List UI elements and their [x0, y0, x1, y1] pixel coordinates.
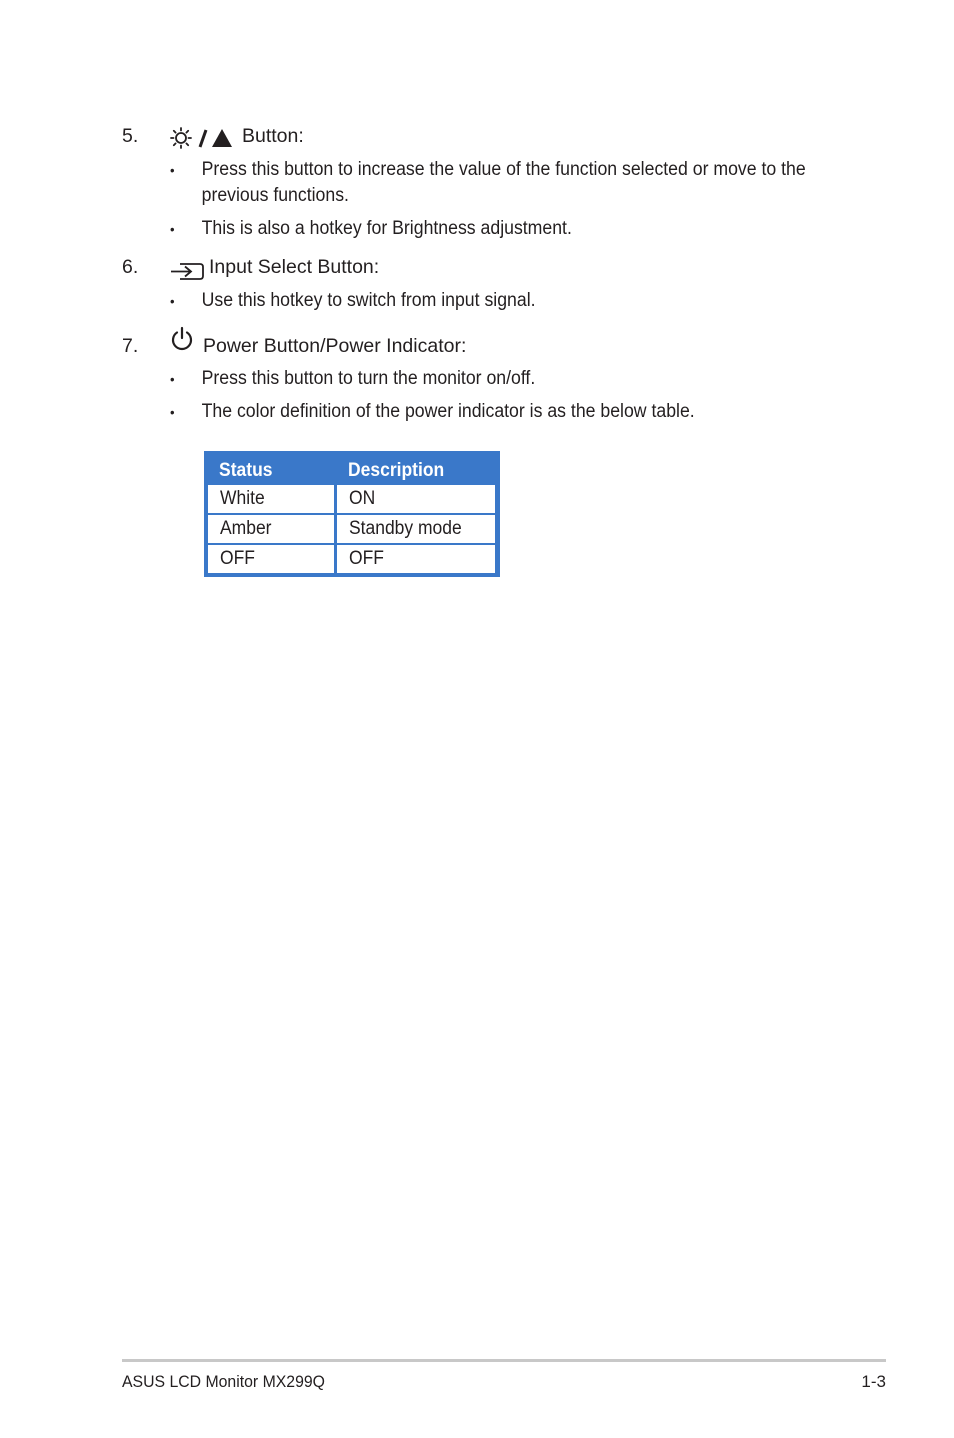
- table-row-off-status: [208, 545, 334, 573]
- table-cell: OFF: [349, 548, 384, 569]
- bullet-dot: •: [170, 221, 175, 237]
- bullet-dot: •: [170, 371, 175, 387]
- power-indicator-table: [204, 451, 500, 577]
- bullet-text: This is also a hotkey for Brightness adjustment.: [201, 218, 572, 239]
- section-6-title: Input Select Button:: [209, 256, 380, 278]
- bullet-dot: •: [170, 293, 175, 309]
- table-cell: Standby mode: [349, 518, 462, 539]
- bullet-text: The color definition of the power indicator is as the below table.: [201, 401, 695, 422]
- table-cell: Amber: [220, 518, 272, 539]
- power-icon: [170, 326, 194, 352]
- footer-page-number: 1-3: [861, 1372, 886, 1391]
- bullet-dot: •: [170, 162, 175, 178]
- section-7-number: 7.: [122, 335, 139, 357]
- bullet-text: Press this button to turn the monitor on/off.: [201, 368, 536, 389]
- footer-product-name: ASUS LCD Monitor MX299Q: [122, 1372, 325, 1391]
- footer-divider: [122, 1359, 886, 1362]
- section-6-number: 6.: [122, 256, 139, 278]
- table-row-amber-status: [208, 515, 334, 543]
- section-5-icons: [170, 127, 233, 149]
- section-7-title: Power Button/Power Indicator:: [203, 335, 467, 357]
- table-row-off-description: [337, 545, 495, 573]
- list-item: [170, 399, 802, 425]
- section-5-title: Button:: [242, 125, 304, 147]
- bullet-text: Use this hotkey to switch from input signal.: [201, 290, 536, 311]
- input-select-icon: [169, 260, 205, 282]
- bullet-text: Press this button to increase the value of the function selected or move to the previous functions.: [201, 159, 806, 206]
- section-7-icons: [170, 326, 194, 352]
- slash-separator-icon: [196, 127, 210, 149]
- table-row-white-description: [337, 485, 495, 513]
- table-row-white-status: [208, 485, 334, 513]
- table-cell: OFF: [220, 548, 255, 569]
- brightness-sun-icon: [170, 127, 194, 149]
- table-cell: White: [220, 488, 265, 509]
- table-header-status: Status: [219, 460, 273, 481]
- bullet-dot: •: [170, 404, 175, 420]
- table-cell: ON: [349, 488, 376, 509]
- table-row-amber-description: [337, 515, 495, 543]
- table-header-description: Description: [348, 460, 445, 481]
- list-item: [170, 366, 802, 392]
- section-5-number: 5.: [122, 125, 139, 147]
- list-item: [170, 216, 802, 242]
- up-triangle-icon: [211, 127, 233, 149]
- list-item: [170, 157, 806, 209]
- section-6-icons: [169, 260, 205, 282]
- list-item: [170, 288, 802, 314]
